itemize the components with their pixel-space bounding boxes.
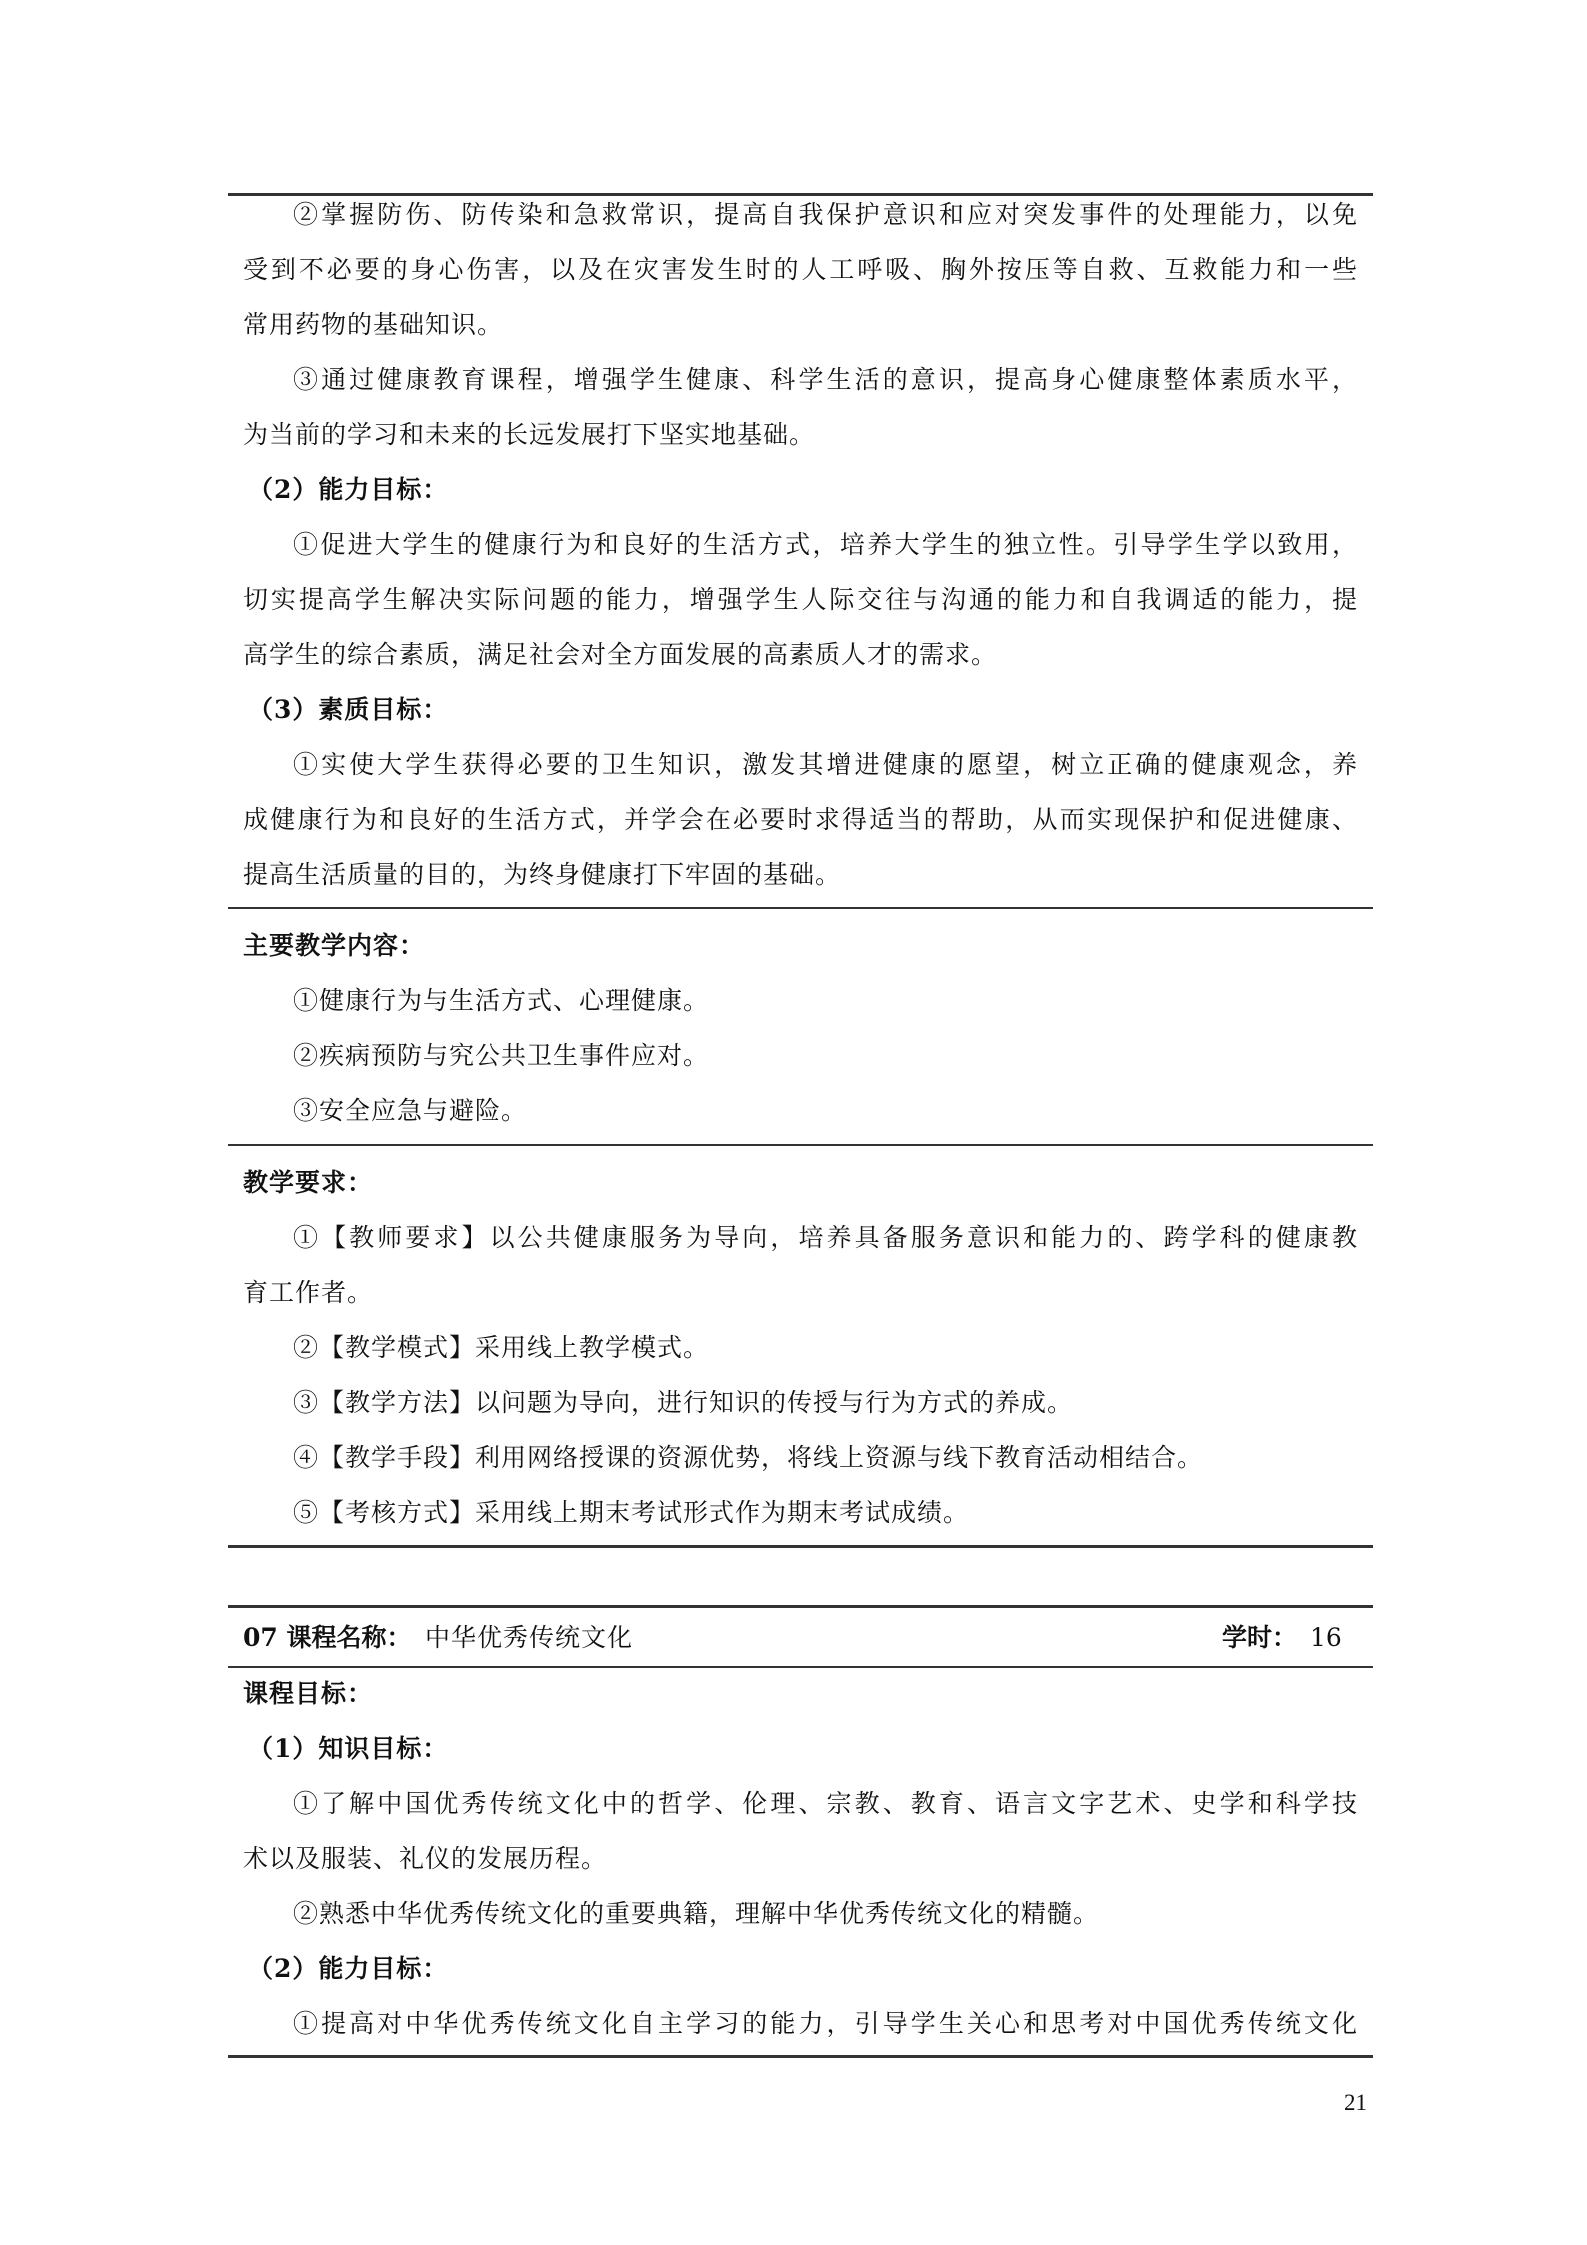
bottom-rule xyxy=(228,2055,1373,2058)
course-hours-label: 学时： xyxy=(1222,1623,1298,1652)
section-divider xyxy=(228,1144,1373,1146)
content-item: ②疾病预防与究公共卫生事件应对。 xyxy=(293,1041,710,1070)
requirement-item: ④【教学手段】利用网络授课的资源优势，将线上资源与线下教育活动相结合。 xyxy=(293,1443,1204,1472)
section-divider xyxy=(228,907,1373,909)
paragraph-line: ③通过健康教育课程，增强学生健康、科学生活的意识，提高身心健康整体素质水平， xyxy=(293,365,1358,394)
ability-goals-heading: （2）能力目标： xyxy=(248,475,449,504)
paragraph-line: 受到不必要的身心伤害，以及在灾害发生时的人工呼吸、胸外按压等自救、互救能力和一些 xyxy=(243,255,1358,284)
paragraph-line: ①实使大学生获得必要的卫生知识，激发其增进健康的愿望，树立正确的健康观念，养 xyxy=(293,750,1358,779)
paragraph-line: 高学生的综合素质，满足社会对全方面发展的高素质人才的需求。 xyxy=(243,640,998,669)
ability-goals-heading: （2）能力目标： xyxy=(248,1954,449,1983)
paragraph-line: 切实提高学生解决实际问题的能力，增强学生人际交往与沟通的能力和自我调适的能力，提 xyxy=(243,585,1358,614)
content-item: ①健康行为与生活方式、心理健康。 xyxy=(293,986,710,1015)
paragraph-line: ①提高对中华优秀传统文化自主学习的能力，引导学生关心和思考对中国优秀传统文化 xyxy=(293,2009,1358,2038)
page-number: 21 xyxy=(1344,2090,1367,2115)
paragraph-line: 提高生活质量的目的，为终身健康打下牢固的基础。 xyxy=(243,860,842,889)
content-item: ③安全应急与避险。 xyxy=(293,1096,528,1125)
main-content-heading: 主要教学内容： xyxy=(243,931,426,960)
requirement-item: ②【教学模式】采用线上教学模式。 xyxy=(293,1333,710,1362)
requirement-item: ⑤【考核方式】采用线上期末考试形式作为期末考试成绩。 xyxy=(293,1498,970,1527)
table-top-rule xyxy=(228,1605,1373,1608)
requirement-line: ①【教师要求】以公共健康服务为导向，培养具备服务意识和能力的、跨学科的健康教 xyxy=(293,1223,1358,1252)
course-goals-heading: 课程目标： xyxy=(243,1679,374,1708)
paragraph-line: ②掌握防伤、防传染和急救常识，提高自我保护意识和应对突发事件的处理能力，以免 xyxy=(293,200,1358,229)
course-name-value: 中华优秀传统文化 xyxy=(425,1623,634,1652)
paragraph-line: 为当前的学习和未来的长远发展打下坚实地基础。 xyxy=(243,420,816,449)
teaching-requirements-heading: 教学要求： xyxy=(243,1168,374,1197)
requirement-line: 育工作者。 xyxy=(243,1278,374,1307)
course-hours-value: 16 xyxy=(1310,1623,1342,1652)
course-name-label: 07 课程名称： xyxy=(243,1623,412,1652)
paragraph-line: ①了解中国优秀传统文化中的哲学、伦理、宗教、教育、语言文字艺术、史学和科学技 xyxy=(293,1789,1358,1818)
paragraph-line: ①促进大学生的健康行为和良好的生活方式，培养大学生的独立性。引导学生学以致用， xyxy=(293,530,1358,559)
paragraph-line: 常用药物的基础知识。 xyxy=(243,310,504,339)
quality-goals-heading: （3）素质目标： xyxy=(248,695,449,724)
table-bottom-rule xyxy=(228,1545,1373,1548)
requirement-item: ③【教学方法】以问题为导向，进行知识的传授与行为方式的养成。 xyxy=(293,1388,1074,1417)
paragraph-line: ②熟悉中华优秀传统文化的重要典籍，理解中华优秀传统文化的精髓。 xyxy=(293,1899,1100,1928)
paragraph-line: 成健康行为和良好的生活方式，并学会在必要时求得适当的帮助，从而实现保护和促进健康、 xyxy=(243,805,1358,834)
paragraph-line: 术以及服装、礼仪的发展历程。 xyxy=(243,1844,608,1873)
knowledge-goals-heading: （1）知识目标： xyxy=(248,1734,449,1763)
